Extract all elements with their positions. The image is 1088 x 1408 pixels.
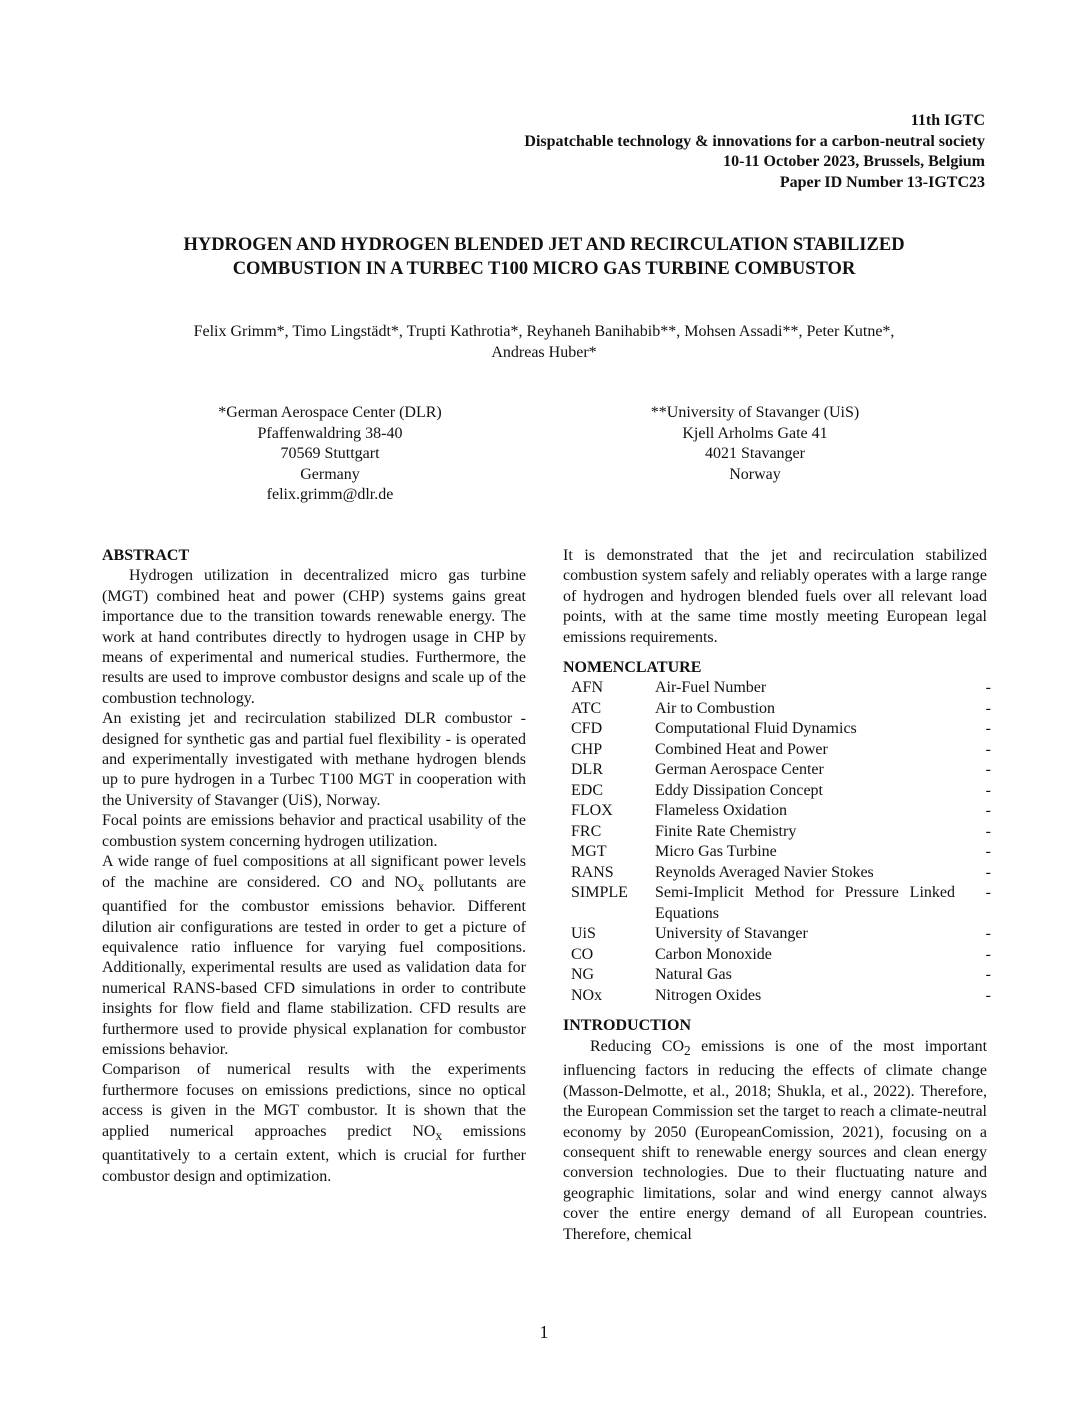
text-run: emissions is one of the most important influencing factors in reducing the effects of climate change (Masson-Delmotte, et al., 2018; Shukla, et al., 2022). Therefore, the European Commission set the target to reach a climate-neutral economy by 2050 (EuropeanComission, 2021), focusing on a consequent shift to renewable energy sources and clean energy conversion technologies. Due to their fluctuating nature and geographic limitations, solar and wind energy cannot always cover the entire energy demand of all European countries. Therefore, chemical — [563, 1037, 988, 1243]
subscript: 2 — [684, 1043, 691, 1059]
unit: - — [985, 822, 991, 840]
nomenclature-row — [571, 986, 991, 1007]
abbreviation: CHP — [571, 740, 603, 758]
affiliation-city: 70569 Stuttgart — [280, 445, 380, 462]
definition: Eddy Dissipation Concept — [655, 781, 823, 799]
affiliation-street: Kjell Arholms Gate 41 — [682, 424, 828, 442]
left-column — [102, 546, 526, 1187]
nomenclature-heading: NOMENCLATURE — [563, 659, 702, 677]
title-line-1: HYDROGEN AND HYDROGEN BLENDED JET AND RECIRCULATION STABILIZED — [183, 235, 905, 255]
nomenclature-row — [571, 945, 991, 966]
definition: Flameless Oxidation — [655, 802, 787, 820]
unit: - — [985, 945, 991, 963]
nomenclature-row — [571, 883, 991, 924]
affiliation-name: *German Aerospace Center (DLR) — [218, 404, 442, 421]
unit: - — [985, 740, 991, 758]
nomenclature-row — [571, 801, 991, 822]
nomenclature-table — [571, 678, 991, 1006]
nomenclature-row — [571, 760, 991, 781]
right-column — [563, 546, 991, 1245]
abstract-paragraph-6: It is demonstrated that the jet and recirculation stabilized combustion system safely and reliably operates with a large range of hydrogen and hydrogen blended fuels over all relevant load points, with at the same time mostly meeting European legal emissions requirements. — [563, 547, 987, 646]
abstract-paragraph-4 — [102, 852, 526, 1060]
conference-name: 11th IGTC — [910, 112, 985, 129]
nomenclature-row — [571, 822, 991, 843]
introduction-heading: INTRODUCTION — [563, 1017, 692, 1035]
abbreviation: UiS — [571, 925, 596, 943]
title-line-2: COMBUSTION IN A TURBEC T100 MICRO GAS TURBINE COMBUSTOR — [232, 259, 856, 279]
definition: Air to Combustion — [655, 699, 776, 717]
affiliation-street: Pfaffenwaldring 38-40 — [257, 424, 403, 442]
conference-header — [524, 111, 985, 193]
abbreviation: MGT — [571, 843, 607, 861]
affiliation-country: Norway — [729, 465, 781, 483]
nomenclature-row — [571, 699, 991, 720]
nomenclature-row — [571, 719, 991, 740]
nomenclature-row — [571, 965, 991, 986]
conference-date-location: 10-11 October 2023, Brussels, Belgium — [723, 153, 985, 170]
unit: - — [985, 761, 991, 779]
abbreviation: DLR — [571, 761, 603, 779]
text-run: emissions quantitatively to a certain extent, which is crucial for further combustor design and optimization. — [102, 1122, 526, 1185]
abbreviation: CO — [571, 945, 594, 963]
definition: Finite Rate Chemistry — [655, 822, 797, 840]
definition: Carbon Monoxide — [655, 945, 772, 963]
page-number: 1 — [539, 1322, 549, 1342]
unit: - — [985, 699, 991, 717]
unit: - — [985, 781, 991, 799]
text-run: pollutants are quantified for the combustor emissions behavior. Different dilution air configurations are tested in order to get a picture of equivalence ratio influence for varying fuel compositions. Additionally, experimental results are used as validation data for numerical RANS-based CFD simulations in order to contribute insights for flow field and flame stabilization. CFD results are furthermore used to provide physical explanation for combustor emissions behavior. — [102, 873, 526, 1058]
corresponding-email[interactable]: felix.grimm@dlr.de — [266, 486, 394, 503]
nomenclature-row — [571, 842, 991, 863]
abstract-paragraph-5 — [102, 1060, 526, 1187]
paper-id: Paper ID Number 13-IGTC23 — [779, 173, 985, 191]
abbreviation: EDC — [571, 781, 603, 799]
nomenclature-row — [571, 678, 991, 699]
definition: Reynolds Averaged Navier Stokes — [655, 863, 874, 881]
unit: - — [985, 966, 991, 984]
abbreviation: NG — [571, 966, 595, 984]
abbreviation: ATC — [571, 699, 602, 717]
definition: Semi-Implicit Method for Pressure Linked Equations — [655, 884, 955, 922]
text-run: Reducing CO — [590, 1037, 685, 1055]
unit: - — [985, 863, 991, 881]
unit: - — [985, 802, 991, 820]
authors-line-2: Andreas Huber* — [491, 344, 597, 361]
abbreviation: FRC — [571, 822, 602, 840]
nomenclature-row — [571, 781, 991, 802]
abstract-heading: ABSTRACT — [102, 547, 190, 564]
definition: Combined Heat and Power — [655, 740, 828, 758]
abbreviation: NOx — [571, 986, 603, 1004]
abbreviation: RANS — [571, 863, 614, 881]
unit: - — [985, 884, 991, 902]
nomenclature-row — [571, 863, 991, 884]
author-list — [60, 321, 1028, 363]
affiliation-name: **University of Stavanger (UiS) — [650, 404, 860, 421]
definition: Nitrogen Oxides — [655, 986, 762, 1004]
authors-line-1: Felix Grimm*, Timo Lingstädt*, Trupti Kathrotia*, Reyhaneh Banihabib**, Mohsen Assadi**, Peter Kutne*, — [193, 323, 895, 340]
abstract-paragraph-2: An existing jet and recirculation stabilized DLR combustor - designed for synthetic gas and partial fuel flexibility - is operated and experimentally investigated with methane hydrogen blends up to pure hydrogen in a Turbec T100 MGT in cooperation with the University of Stavanger (UiS), Norway. — [102, 710, 526, 809]
definition: German Aerospace Center — [655, 761, 824, 779]
abbreviation: FLOX — [571, 802, 613, 820]
definition: Natural Gas — [655, 966, 732, 984]
definition: Micro Gas Turbine — [655, 843, 777, 861]
definition: University of Stavanger — [655, 925, 808, 943]
definition: Computational Fluid Dynamics — [655, 720, 857, 738]
subscript: x — [435, 1127, 443, 1143]
abbreviation: SIMPLE — [571, 884, 628, 902]
paper-title — [60, 233, 1028, 281]
text-run: A wide range of fuel compositions at all significant power levels of the machine are considered. CO and NO — [102, 853, 526, 891]
affiliation-country: Germany — [300, 465, 360, 483]
subscript: x — [417, 878, 425, 894]
affiliation-city: 4021 Stavanger — [705, 445, 805, 462]
conference-theme: Dispatchable technology & innovations for a carbon-neutral society — [524, 132, 985, 150]
affiliation-uis — [585, 403, 925, 485]
abstract-paragraph-3: Focal points are emissions behavior and practical usability of the combustion system concerning hydrogen utilization. — [102, 812, 526, 850]
abbreviation: AFN — [571, 679, 604, 697]
abstract-paragraph-1: Hydrogen utilization in decentralized micro gas turbine (MGT) combined heat and power (CHP) systems gains great importance due to the transition towards renewable energy. The work at hand contributes directly to hydrogen usage in CHP by means of experimental and numerical studies. Furthermore, the results are used to improve combustor designs and scale up of the combustion technology. — [102, 567, 526, 707]
nomenclature-row — [571, 924, 991, 945]
introduction-paragraph-1 — [563, 1037, 987, 1245]
unit: - — [985, 986, 991, 1004]
nomenclature-row — [571, 740, 991, 761]
text-run: Comparison of numerical results with the experiments furthermore focuses on emissions predictions, since no optical access is given in the MGT combustor. It is shown that the applied numerical approaches predict NO — [102, 1061, 526, 1140]
definition: Air-Fuel Number — [655, 679, 767, 697]
unit: - — [985, 843, 991, 861]
abbreviation: CFD — [571, 720, 603, 738]
unit: - — [985, 925, 991, 943]
unit: - — [985, 679, 991, 697]
affiliation-dlr — [160, 403, 500, 506]
unit: - — [985, 720, 991, 738]
